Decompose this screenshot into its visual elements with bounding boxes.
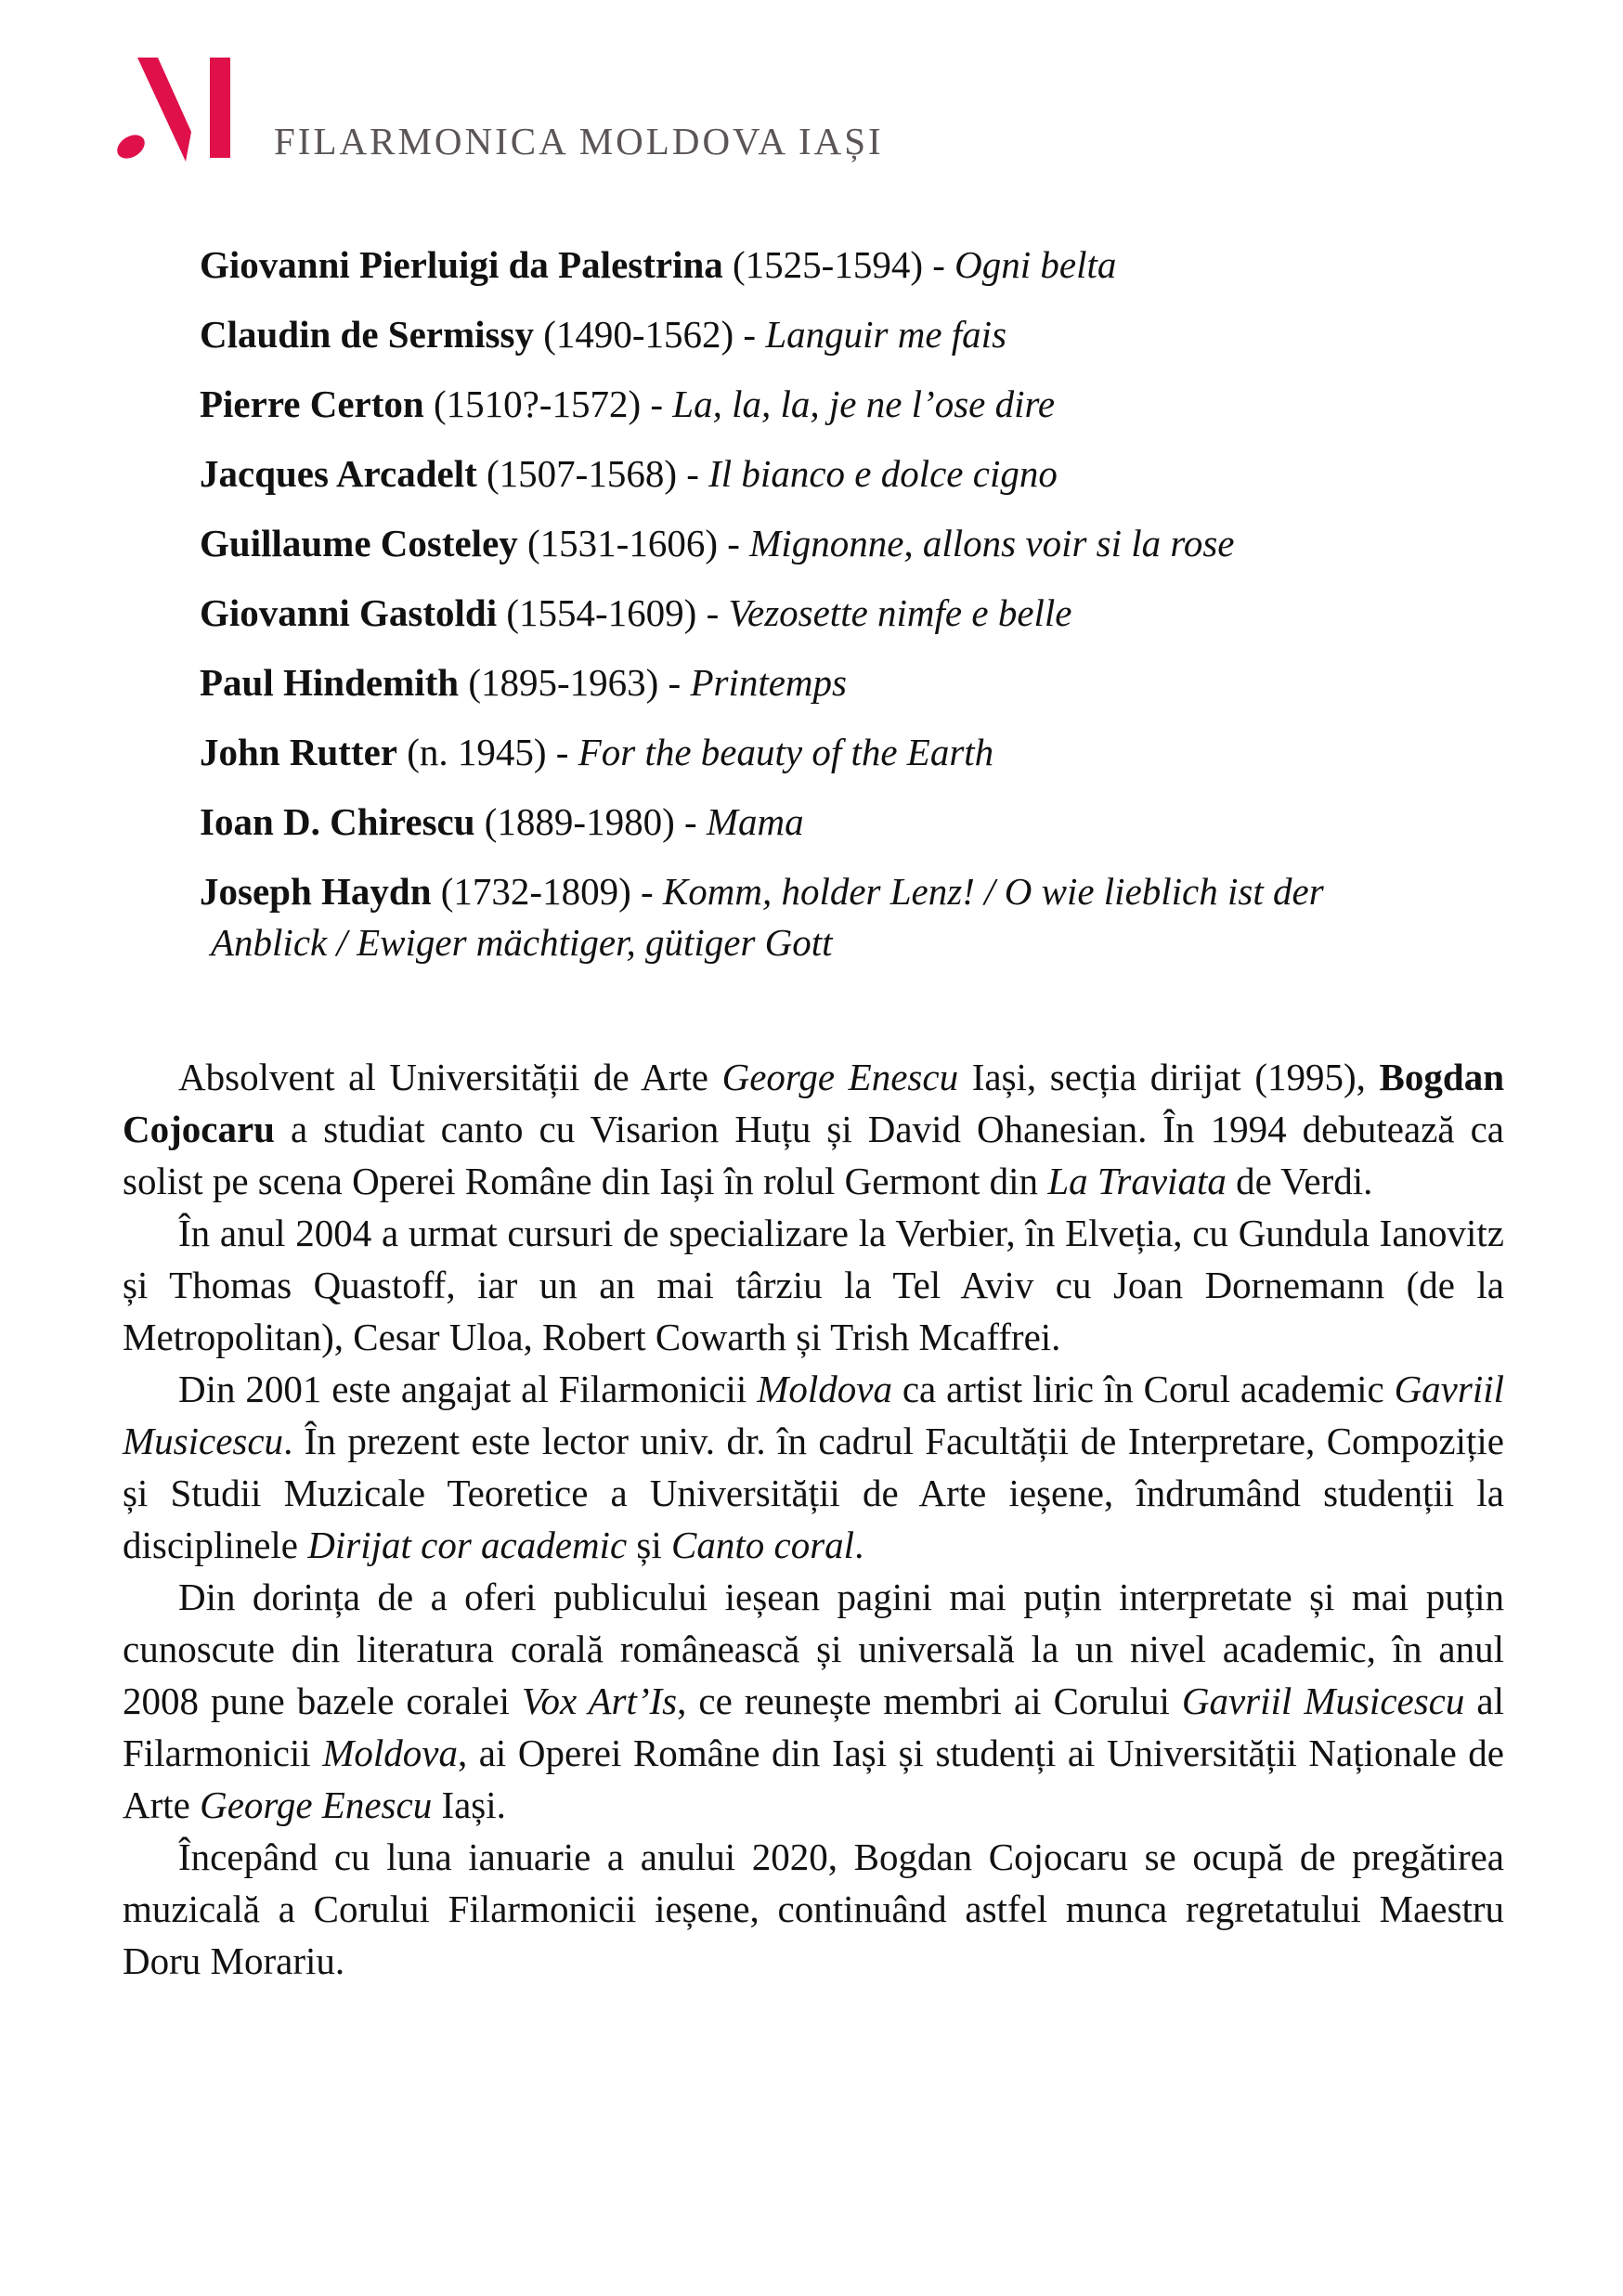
text: a studiat canto cu Visarion Huțu și David Ohanesian. În 1994 debutează ca solist pe scena Operei Române din Iași în rolul Germont din: [123, 1108, 1504, 1202]
work-title: Mama: [706, 800, 804, 843]
separator: -: [658, 661, 691, 704]
logo-vertical-stroke: [210, 58, 230, 158]
italic-text: La Traviata: [1047, 1160, 1227, 1202]
logo-diagonal-stroke: [137, 58, 191, 162]
composer-name: John Rutter: [200, 731, 397, 773]
program-item: [200, 300, 1500, 370]
separator: -: [923, 243, 955, 286]
work-title: Ogni belta: [954, 243, 1117, 286]
separator: -: [696, 591, 729, 634]
composer-dates: (1531-1606): [527, 522, 718, 564]
composer-dates: (1889-1980): [484, 800, 675, 843]
separator: -: [734, 313, 766, 356]
bio-paragraph: [123, 1051, 1504, 1207]
work-title: La, la, la, je ne l’ose dire: [672, 383, 1056, 425]
text: Începând cu luna ianuarie a anului 2020, Bogdan Cojocaru se ocupă de pregătirea muzicală a Corului Filarmonicii ieșene, continuând astfel munca regretatului Maestru Doru Morariu.: [123, 1836, 1504, 1982]
composer-dates: (1525-1594): [733, 243, 923, 286]
work-title: Vezosette nimfe e belle: [728, 591, 1072, 634]
program-item: [200, 439, 1500, 509]
work-title: Il bianco e dolce cigno: [708, 452, 1058, 495]
composer-name: Joseph Haydn: [200, 870, 432, 913]
composer-name: Pierre Certon: [200, 383, 424, 425]
work-title: Languir me fais: [765, 313, 1007, 356]
italic-text: Moldova: [757, 1368, 892, 1410]
separator: -: [676, 452, 709, 495]
text: ca artist liric în Corul academic: [891, 1368, 1395, 1410]
text: și: [627, 1524, 672, 1566]
conductor-biography: [123, 1051, 1504, 1987]
separator: -: [630, 870, 663, 913]
bio-paragraph: [123, 1363, 1504, 1571]
text: de Verdi.: [1226, 1160, 1373, 1202]
program-item: [200, 718, 1500, 787]
program-item: [200, 857, 1500, 968]
program-item: [200, 648, 1500, 718]
work-title: For the beauty of the Earth: [578, 731, 994, 773]
program-item: [200, 787, 1500, 857]
italic-text: George Enescu: [721, 1056, 959, 1098]
bio-paragraph: [123, 1571, 1504, 1831]
program-item: [200, 509, 1500, 578]
separator: -: [718, 522, 750, 564]
composer-name: Paul Hindemith: [200, 661, 460, 704]
text: În anul 2004 a urmat cursuri de specializare la Verbier, în Elveția, cu Gundula Ianovitz și Thomas Quastoff, iar un an mai târziu la Tel Aviv cu Joan Dornemann (de la Metropolitan), Cesar Uloa, Robert Cowarth și Trish Mcaffrei.: [123, 1212, 1504, 1358]
separator: -: [641, 383, 673, 425]
text: al Filarmonicii: [123, 1680, 1504, 1774]
work-title: Printemps: [690, 661, 847, 704]
work-title-continued: Anblick / Ewiger mächtiger, gütiger Gott: [211, 921, 833, 964]
text: , ai Operei Române din Iași și studenți ai Universității Naționale de Arte: [123, 1732, 1505, 1826]
bio-paragraph: [123, 1831, 1504, 1987]
italic-text: Gavriil Musicescu: [1181, 1680, 1465, 1722]
text: Din dorința de a oferi publicului ieșean pagini mai puțin interpretate și mai puțin cunoscute din literatura corală românească și universală la un nivel academic, în anul 2008 pune bazele coralei: [123, 1576, 1504, 1722]
separator: -: [674, 800, 707, 843]
composer-name: Claudin de Sermissy: [200, 313, 534, 356]
bold-name: Bogdan Cojocaru: [123, 1056, 1504, 1150]
org-name: FILARMONICA MOLDOVA IAȘI: [274, 120, 884, 162]
composer-dates: (1732-1809): [440, 870, 631, 913]
composer-dates: (n. 1945): [407, 731, 547, 773]
program-item: [200, 230, 1500, 300]
text: .: [854, 1524, 864, 1566]
text: Absolvent al Universității de Arte: [178, 1056, 722, 1098]
text: Din 2001 este angajat al Filarmonicii: [178, 1368, 758, 1410]
work-title: Komm, holder Lenz! / O wie lieblich ist der: [662, 870, 1324, 913]
composer-dates: (1895-1963): [468, 661, 659, 704]
separator: -: [546, 731, 578, 773]
composer-dates: (1510?-1572): [433, 383, 642, 425]
program-item: [200, 370, 1500, 439]
text: , ce reunește membri ai Corului: [677, 1680, 1182, 1722]
composer-name: Giovanni Gastoldi: [200, 591, 498, 634]
composer-dates: (1554-1609): [506, 591, 697, 634]
text: Iași, secția dirijat (1995),: [958, 1056, 1380, 1098]
program-item: [200, 578, 1500, 648]
text: Iași.: [432, 1784, 506, 1826]
bio-paragraph: [123, 1207, 1504, 1363]
composer-name: Jacques Arcadelt: [200, 452, 477, 495]
logo-dot: [113, 130, 149, 162]
italic-text: Vox Art’Is: [521, 1680, 678, 1722]
italic-text: Canto coral: [671, 1524, 855, 1566]
composer-name: Ioan D. Chirescu: [200, 800, 475, 843]
italic-text: Dirijat cor academic: [307, 1524, 628, 1566]
composer-dates: (1507-1568): [487, 452, 677, 495]
italic-text: George Enescu: [200, 1784, 433, 1826]
italic-text: Gavriil Musicescu: [123, 1368, 1505, 1462]
composer-name: Giovanni Pierluigi da Palestrina: [200, 243, 723, 286]
italic-text: Moldova: [322, 1732, 458, 1774]
filarmonica-logo-icon: [110, 58, 235, 162]
composer-name: Guillaume Costeley: [200, 522, 518, 564]
concert-program: [200, 230, 1500, 968]
composer-dates: (1490-1562): [543, 313, 734, 356]
text: . În prezent este lector univ. dr. în cadrul Facultății de Interpretare, Compoziție și Studii Muzicale Teoretice a Universității de Arte ieșene, îndrumând studenții la disciplinele: [123, 1420, 1504, 1566]
work-title: Mignonne, allons voir si la rose: [749, 522, 1235, 564]
